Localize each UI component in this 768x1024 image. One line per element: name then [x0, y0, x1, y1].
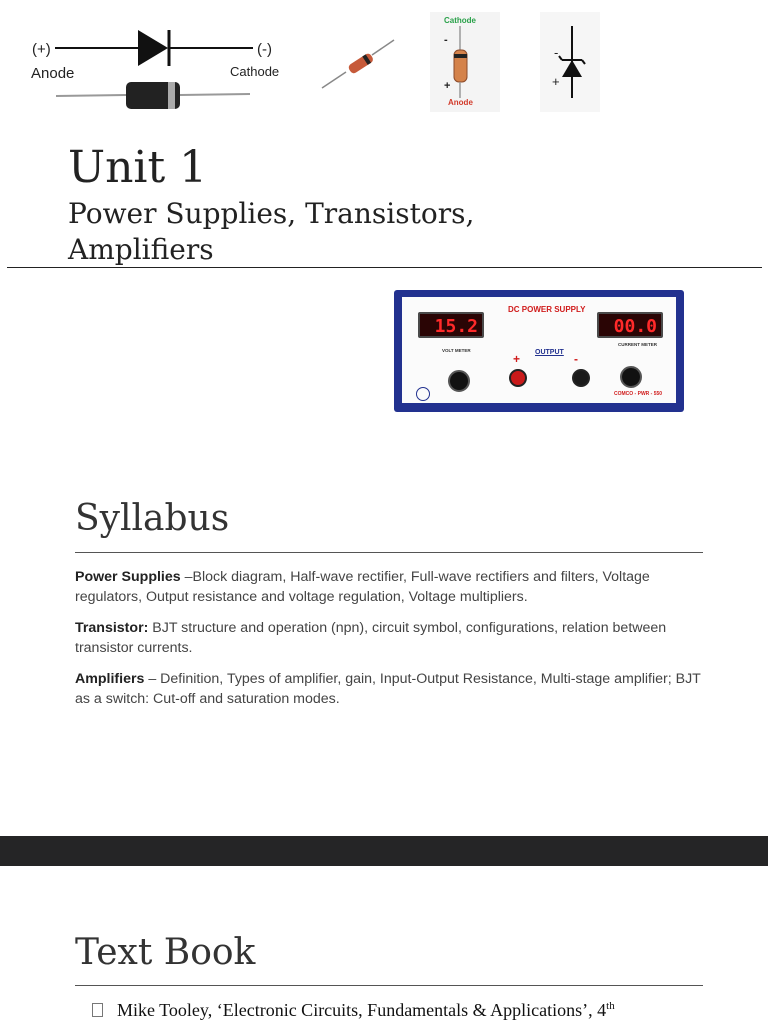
- book-edition-suffix: th: [606, 1000, 615, 1012]
- title-divider: [7, 267, 762, 268]
- anode-polarity-label: (+): [32, 41, 51, 58]
- psu-panel-title: DC POWER SUPPLY: [508, 305, 586, 314]
- positive-terminal-icon: [509, 369, 527, 387]
- positive-terminal-label: +: [513, 352, 521, 366]
- syllabus-item-heading: Transistor:: [75, 620, 149, 636]
- book-reference: Mike Tooley, ‘Electronic Circuits, Fundamentals & Applications’, 4: [117, 1000, 607, 1020]
- negative-terminal-label: -: [574, 352, 578, 366]
- current-meter-label: CURRENT METER: [618, 342, 657, 347]
- glass-diode-photo: [318, 36, 398, 96]
- volt-meter-label: VOLT METER: [442, 348, 471, 353]
- unit-title: Unit 1: [68, 142, 208, 193]
- book-list-item: [92, 1000, 732, 1021]
- syllabus-item-power-supplies: [75, 567, 715, 607]
- syllabus-divider: [75, 552, 703, 553]
- zener-cathode-label: Cathode: [444, 16, 476, 25]
- zener-minus-label: -: [444, 34, 448, 46]
- current-display: 00.0: [597, 312, 663, 338]
- slide-separator-band: [0, 836, 768, 866]
- psu-brand-label: COMCO - PWR - 550: [614, 391, 663, 397]
- psu-front-panel: [402, 297, 676, 403]
- syllabus-item-amplifiers: [75, 669, 715, 709]
- zener-plus-label: +: [444, 80, 451, 92]
- output-label: OUTPUT: [535, 349, 564, 356]
- slide-unit-title: [0, 0, 768, 430]
- cathode-label: Cathode: [230, 64, 280, 79]
- zener-symbol: [540, 12, 600, 112]
- diode-diagram: [28, 28, 298, 118]
- text-book-divider: [75, 985, 703, 986]
- voltage-knob-icon: [448, 370, 470, 392]
- slide-text-book: [0, 866, 768, 1024]
- syllabus-item-text: BJT structure and operation (npn), circuit symbol, configurations, relation between transistor currents.: [75, 620, 667, 656]
- zener-diode-photo: [430, 12, 500, 112]
- unit-subtitle: Power Supplies, Transistors, Amplifiers: [68, 197, 475, 266]
- zener-symbol-icon: [540, 12, 600, 112]
- current-knob-icon: [620, 366, 642, 388]
- syllabus-item-text: –Block diagram, Half-wave rectifier, Full-wave rectifiers and filters, Voltage regulators, Output resistance and voltage regulation, Voltage multipliers.: [75, 569, 650, 605]
- brand-logo-icon: [416, 387, 430, 401]
- slide-syllabus: [0, 430, 768, 836]
- negative-terminal-icon: [572, 369, 590, 387]
- syllabus-item-transistor: [75, 618, 715, 658]
- bullet-icon: [92, 1003, 103, 1017]
- syllabus-item-text: – Definition, Types of amplifier, gain, Input-Output Resistance, Multi-stage amplifier; BJT as a switch: Cut-off and saturation modes.: [75, 671, 701, 707]
- volt-display: 15.2: [418, 312, 484, 338]
- zener-anode-label: Anode: [448, 98, 473, 107]
- syllabus-title: Syllabus: [75, 498, 230, 539]
- anode-label: Anode: [31, 65, 75, 82]
- zener-symbol-minus: -: [554, 45, 559, 60]
- dc-power-supply-photo: [394, 290, 684, 412]
- syllabus-item-heading: Power Supplies: [75, 569, 181, 585]
- cathode-polarity-label: (-): [257, 41, 272, 58]
- zener-symbol-plus: +: [552, 74, 560, 89]
- syllabus-item-heading: Amplifiers: [75, 671, 145, 687]
- text-book-title: Text Book: [75, 932, 256, 973]
- zener-body-icon: [430, 12, 500, 112]
